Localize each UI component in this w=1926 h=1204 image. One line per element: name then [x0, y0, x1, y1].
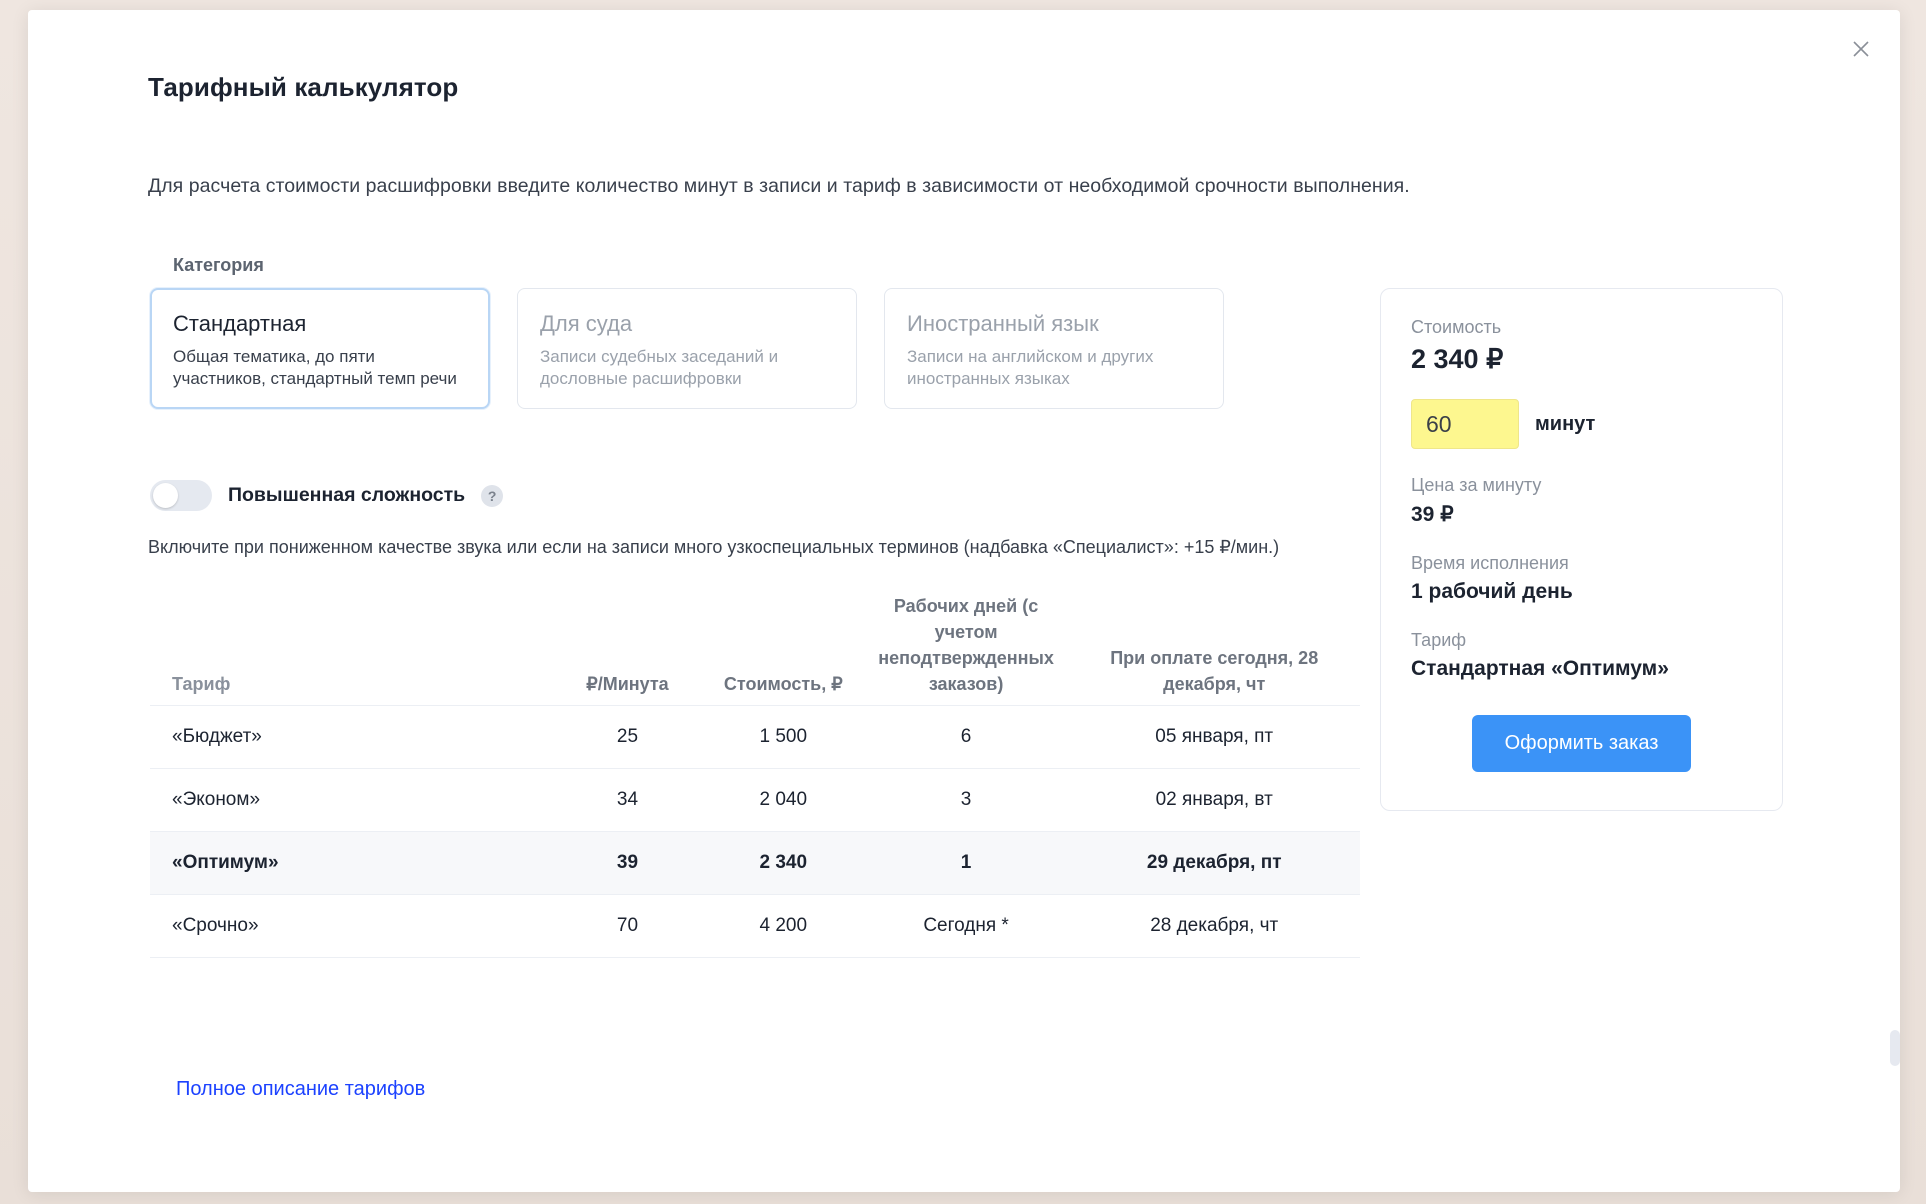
scrollbar-thumb[interactable]: [1890, 1030, 1900, 1066]
table-row[interactable]: [150, 769, 1360, 832]
row-tariff-name: «Оптимум»: [150, 832, 552, 895]
tariff-value: Стандартная «Оптимум»: [1411, 657, 1669, 680]
full-tariff-description-link[interactable]: Полное описание тарифов: [176, 1078, 426, 1100]
row-tariff-name: «Бюджет»: [150, 706, 552, 769]
minutes-input[interactable]: [1411, 399, 1519, 449]
complexity-toggle[interactable]: [150, 480, 212, 511]
order-button[interactable]: Оформить заказ: [1472, 715, 1692, 772]
category-card-title: Для суда: [540, 311, 633, 336]
category-label: Категория: [173, 255, 264, 275]
row-per-minute: 25: [552, 706, 703, 769]
price-per-minute-value: 39 ₽: [1411, 503, 1454, 526]
table-row[interactable]: [150, 895, 1360, 958]
row-days: 3: [864, 769, 1069, 832]
lead-time-label: Время исполнения: [1411, 553, 1569, 573]
column-header-days: Рабочих дней (с учетом неподтвержденных заказов): [878, 596, 1054, 695]
category-card-desc: Записи на английском и других иностранных языках: [907, 347, 1154, 389]
minutes-unit-label: минут: [1535, 412, 1596, 435]
category-card-title: Иностранный язык: [907, 311, 1099, 336]
complexity-toggle-row: [150, 480, 503, 511]
cost-value: 2 340 ₽: [1411, 344, 1504, 374]
row-cost: 1 500: [703, 706, 864, 769]
minutes-row: [1411, 399, 1752, 449]
summary-panel: [1380, 288, 1783, 811]
tariff-label: Тариф: [1411, 630, 1467, 650]
category-card-court[interactable]: [517, 288, 857, 409]
tariff-table: [150, 585, 1360, 958]
category-card-title: Стандартная: [173, 311, 307, 336]
table-header-row: [150, 585, 1360, 706]
complexity-label: Повышенная сложность: [228, 484, 466, 506]
row-pay-today: 05 января, пт: [1068, 706, 1360, 769]
row-tariff-name: «Срочно»: [150, 895, 552, 958]
column-header-cost: Стоимость, ₽: [723, 674, 843, 695]
column-header-pay-today: При оплате сегодня, 28 декабря, чт: [1110, 648, 1319, 695]
lead-time-value: 1 рабочий день: [1411, 580, 1573, 603]
cost-label: Стоимость: [1411, 317, 1502, 337]
category-card-desc: Общая тематика, до пяти участников, стандартный темп речи: [173, 347, 457, 389]
column-header-per-minute: ₽/Минута: [586, 674, 669, 695]
close-icon[interactable]: [1844, 32, 1878, 66]
row-cost: 4 200: [703, 895, 864, 958]
column-header-tariff: Тариф: [172, 674, 231, 695]
complexity-hint: Включите при пониженном качестве звука или если на записи много узкоспециальных терминов (надбавка «Специалист»: +15 ₽/мин.): [148, 537, 1280, 557]
page-title: Тарифный калькулятор: [148, 72, 459, 102]
row-cost: 2 340: [703, 832, 864, 895]
row-days: Сегодня *: [864, 895, 1069, 958]
row-per-minute: 34: [552, 769, 703, 832]
price-per-minute-label: Цена за минуту: [1411, 475, 1542, 495]
row-days: 6: [864, 706, 1069, 769]
category-card-foreign[interactable]: [884, 288, 1224, 409]
category-card-standard[interactable]: [150, 288, 490, 409]
help-icon[interactable]: ?: [481, 485, 503, 507]
row-per-minute: 39: [552, 832, 703, 895]
row-days: 1: [864, 832, 1069, 895]
table-row-selected[interactable]: [150, 832, 1360, 895]
row-pay-today: 29 декабря, пт: [1068, 832, 1360, 895]
row-pay-today: 02 января, вт: [1068, 769, 1360, 832]
row-per-minute: 70: [552, 895, 703, 958]
table-row[interactable]: [150, 706, 1360, 769]
row-tariff-name: «Эконом»: [150, 769, 552, 832]
tariff-calculator-modal: [28, 10, 1900, 1192]
intro-text: Для расчета стоимости расшифровки введите количество минут в записи и тариф в зависимости от необходимой срочности выполнения.: [148, 175, 1410, 197]
toggle-knob: [153, 483, 178, 508]
category-cards: [150, 288, 1224, 409]
category-card-desc: Записи судебных заседаний и дословные расшифровки: [540, 347, 779, 389]
row-pay-today: 28 декабря, чт: [1068, 895, 1360, 958]
row-cost: 2 040: [703, 769, 864, 832]
